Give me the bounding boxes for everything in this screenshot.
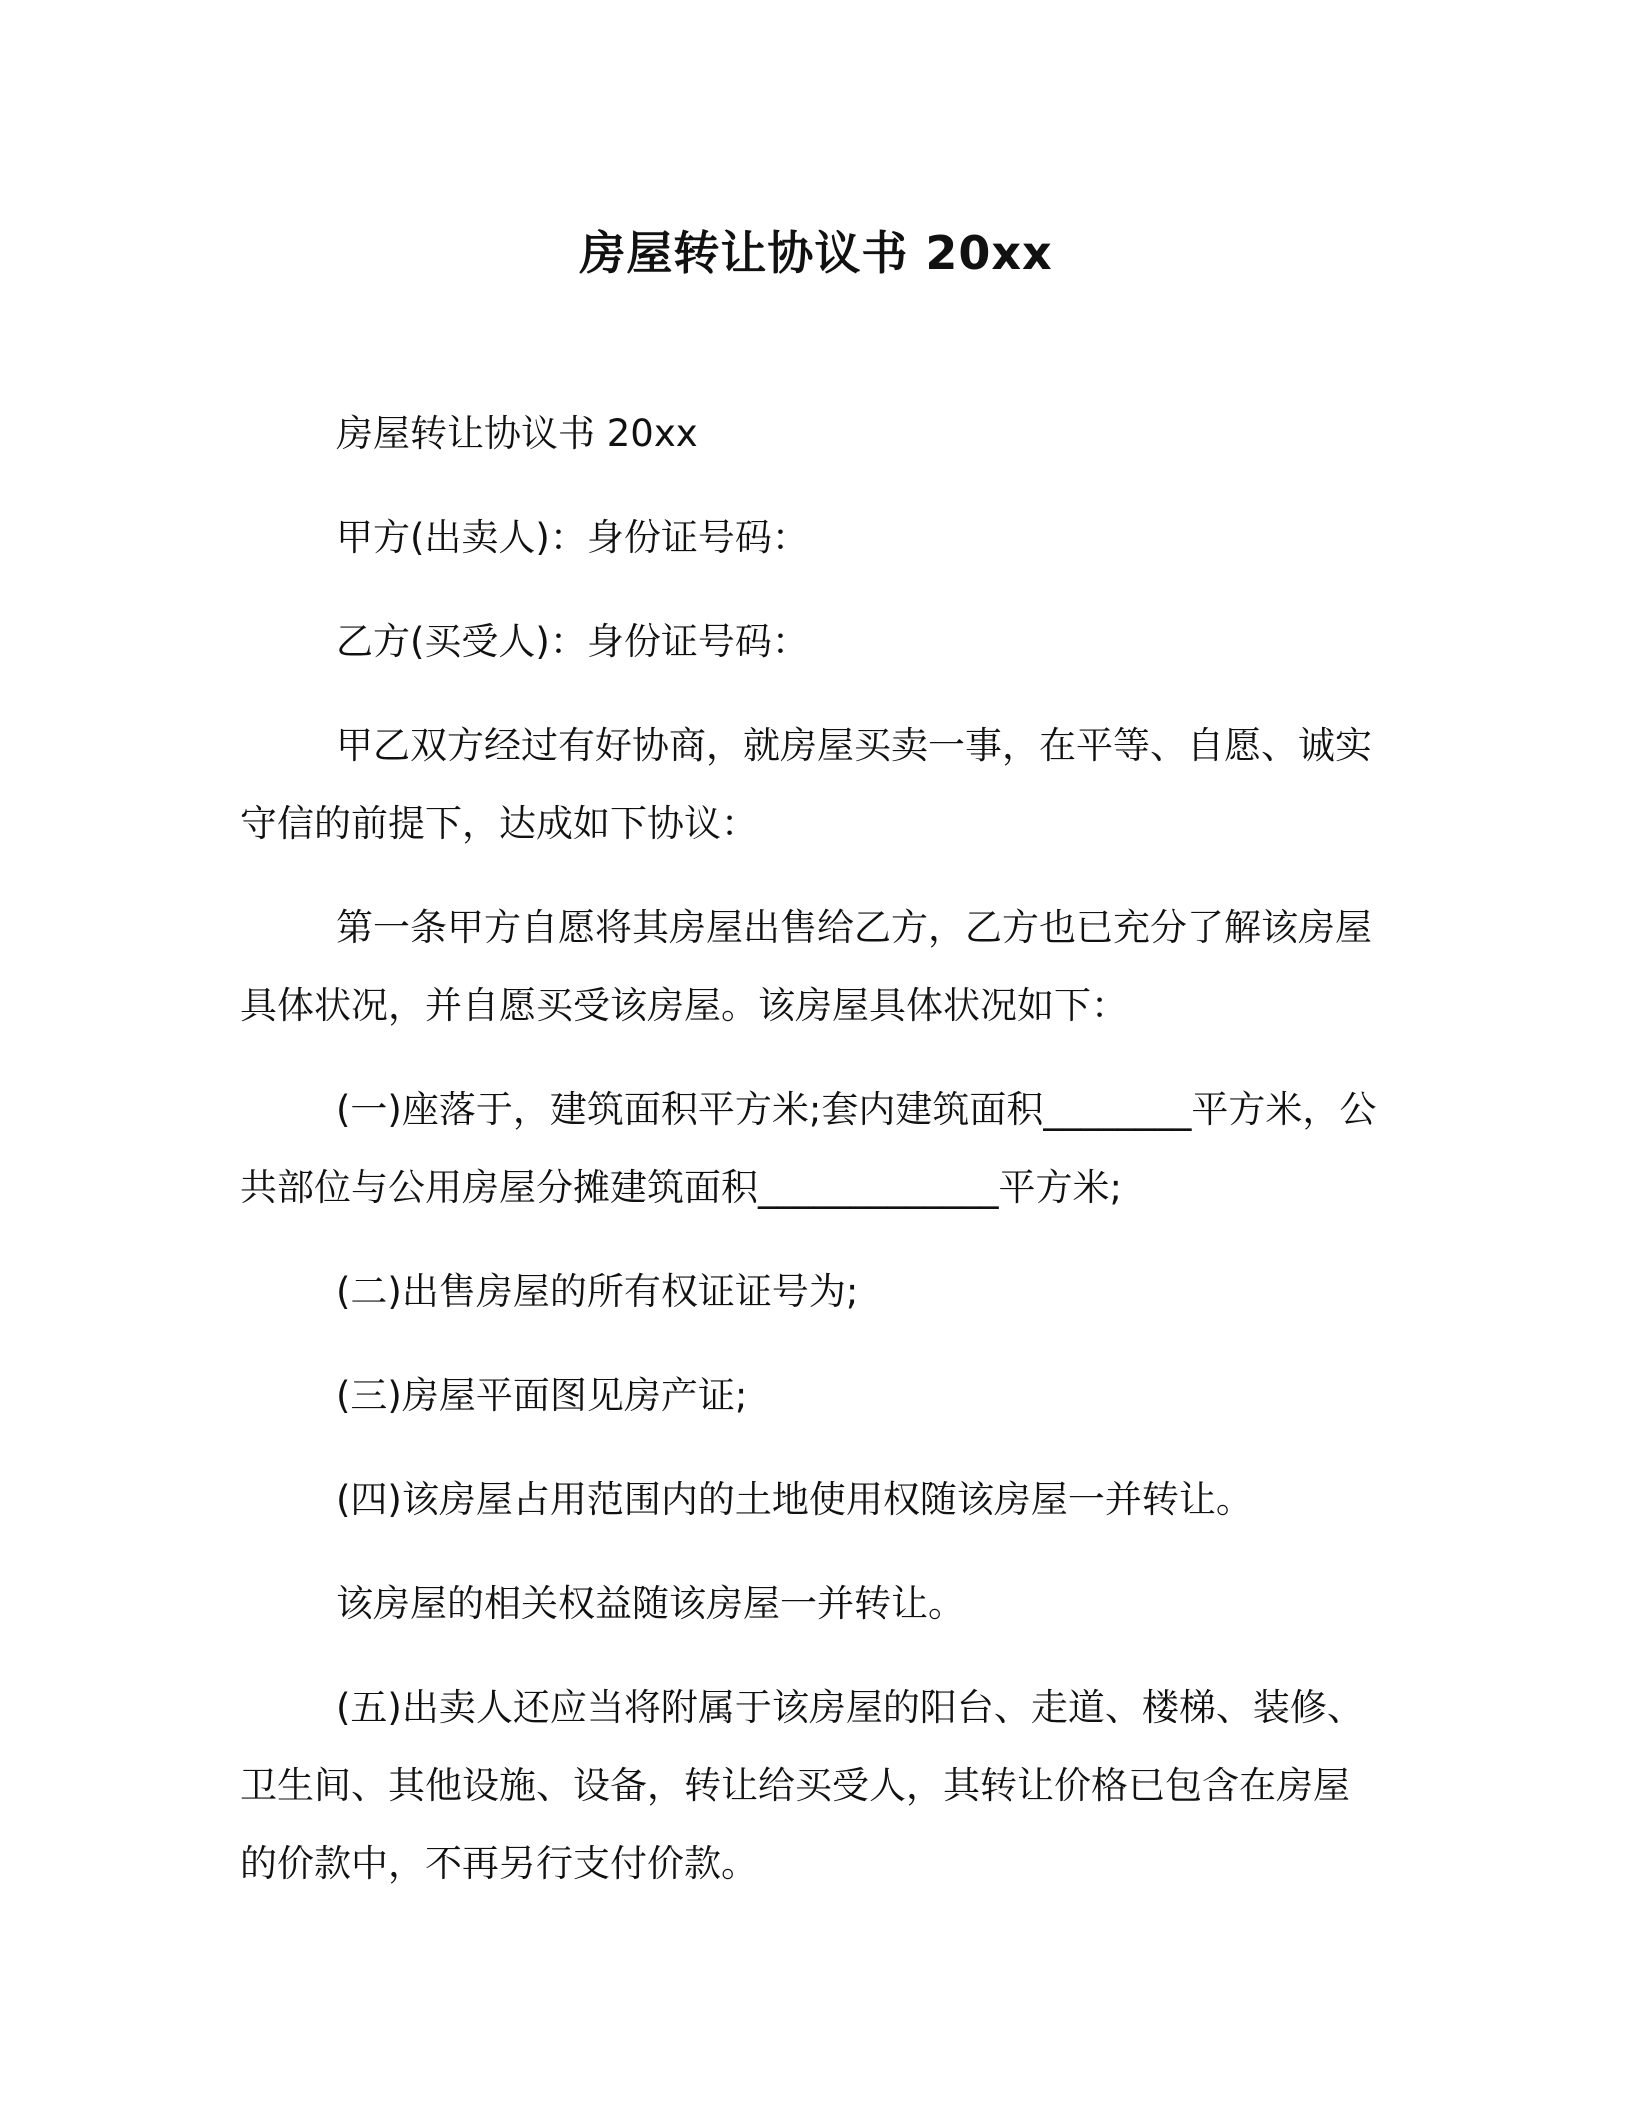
paragraph-line: 甲方(出卖人)：身份证号码：	[336, 516, 809, 559]
paragraph-line: 的价款中，不再另行支付价款。	[240, 1842, 758, 1885]
paragraph-line: 卫生间、其他设施、设备，转让给买受人，其转让价格已包含在房屋	[240, 1764, 1350, 1807]
paragraph-line: 守信的前提下，达成如下协议：	[240, 802, 758, 845]
document-body	[240, 395, 1390, 1929]
paragraph-line: (二)出售房屋的所有权证证号为;	[336, 1270, 859, 1313]
paragraph-rights	[240, 1565, 1390, 1643]
paragraph-line: (五)出卖人还应当将附属于该房屋的阳台、走道、楼梯、装修、	[336, 1686, 1364, 1729]
paragraph-heading	[240, 395, 1390, 473]
paragraph-line: (四)该房屋占用范围内的土地使用权随该房屋一并转让。	[336, 1478, 1253, 1521]
paragraph-item-1	[240, 1071, 1390, 1227]
paragraph-article-1	[240, 889, 1390, 1045]
paragraph-line: 该房屋的相关权益随该房屋一并转让。	[336, 1582, 965, 1625]
paragraph-party-a	[240, 499, 1390, 577]
paragraph-line: 甲乙双方经过有好协商，就房屋买卖一事，在平等、自愿、诚实	[336, 724, 1372, 767]
paragraph-item-4	[240, 1461, 1390, 1539]
paragraph-preamble	[240, 707, 1390, 863]
document-title: 房屋转让协议书 20xx	[579, 226, 1053, 280]
paragraph-party-b	[240, 603, 1390, 681]
paragraph-line: 第一条甲方自愿将其房屋出售给乙方，乙方也已充分了解该房屋	[336, 906, 1372, 949]
paragraph-line: (一)座落于，建筑面积平方米;套内建筑面积________平方米，公	[336, 1088, 1377, 1131]
paragraph-line: 乙方(买受人)：身份证号码：	[336, 620, 809, 663]
paragraph-item-5	[240, 1669, 1390, 1903]
paragraph-line: 具体状况，并自愿买受该房屋。该房屋具体状况如下：	[240, 984, 1128, 1027]
paragraph-line: 共部位与公用房屋分摊建筑面积_____________平方米;	[240, 1166, 1122, 1209]
paragraph-line: 房屋转让协议书 20xx	[336, 412, 698, 455]
paragraph-line: (三)房屋平面图见房产证;	[336, 1374, 748, 1417]
paragraph-item-3	[240, 1357, 1390, 1435]
paragraph-item-2	[240, 1253, 1390, 1331]
